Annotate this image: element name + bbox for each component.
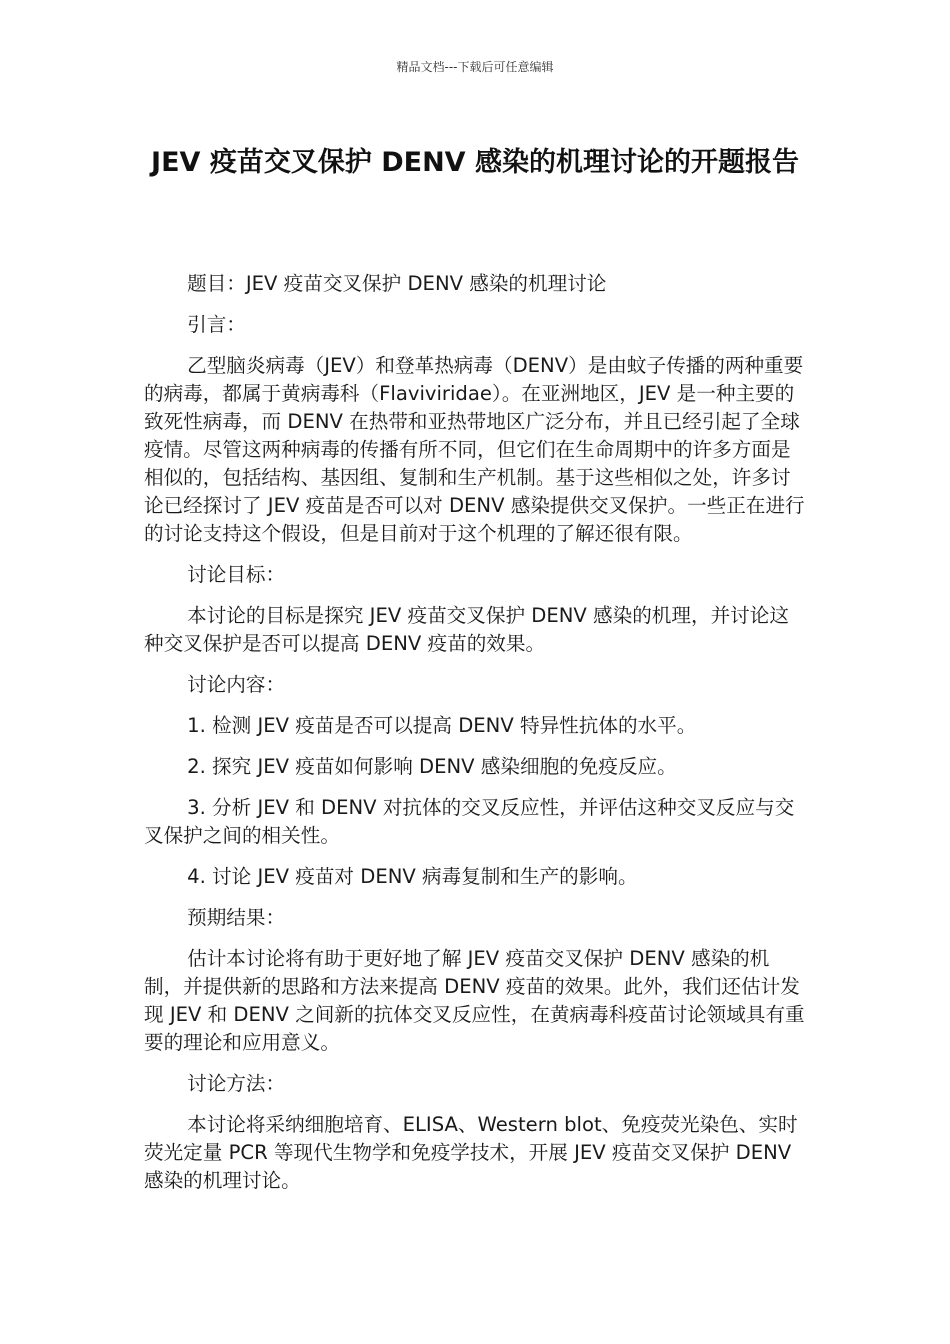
methods-paragraph: 本讨论将采纳细胞培育、ELISA、Western blot、免疫荧光染色、实时荧光定量 PCR 等现代生物学和免疫学技术，开展 JEV 疫苗交叉保护 DENV 感染的机理讨论。 (144, 1113, 798, 1192)
content-item-1: 1. 检测 JEV 疫苗是否可以提高 DENV 特异性抗体的水平。 (187, 714, 697, 737)
topic-line: 题目：JEV 疫苗交叉保护 DENV 感染的机理讨论 (187, 272, 607, 295)
document-body (144, 270, 806, 1208)
section-heading-methods: 讨论方法： (187, 1072, 286, 1095)
introduction-paragraph: 乙型脑炎病毒（JEV）和登革热病毒（DENV）是由蚊子传播的两种重要的病毒，都属于黄病毒科（Flaviviridae）。在亚洲地区，JEV 是一种主要的致死性病毒，而 DENV 在热带和亚热带地区广泛分布，并且已经引起了全球疫情。尽管这两种病毒的传播有所不同，但它们在生命周期中的许多方面是相似的，包括结构、基因组、复制和生产机制。基于这些相似之处，许多讨论已经探讨了 JEV 疫苗是否可以对 DENV 感染提供交叉保护。一些正在进行的讨论支持这个假设，但是目前对于这个机理的了解还很有限。 (144, 354, 805, 545)
content-item-2: 2. 探究 JEV 疫苗如何影响 DENV 感染细胞的免疫反应。 (187, 755, 677, 778)
header-note: 精品文档---下载后可任意编辑 (396, 60, 554, 74)
objective-paragraph: 本讨论的目标是探究 JEV 疫苗交叉保护 DENV 感染的机理，并讨论这种交叉保护是否可以提高 DENV 疫苗的效果。 (144, 604, 789, 655)
section-heading-content: 讨论内容： (187, 673, 286, 696)
section-heading-objective: 讨论目标： (187, 563, 286, 586)
section-heading-expected-results: 预期结果： (187, 906, 286, 929)
document-title: JEV 疫苗交叉保护 DENV 感染的机理讨论的开题报告 (151, 147, 799, 178)
content-item-3: 3. 分析 JEV 和 DENV 对抗体的交叉反应性，并评估这种交叉反应与交叉保护之间的相关性。 (144, 796, 795, 847)
content-item-4: 4. 讨论 JEV 疫苗对 DENV 病毒复制和生产的影响。 (187, 865, 638, 888)
section-heading-introduction: 引言： (187, 313, 246, 336)
expected-results-paragraph: 估计本讨论将有助于更好地了解 JEV 疫苗交叉保护 DENV 感染的机制，并提供新的思路和方法来提高 DENV 疫苗的效果。此外，我们还估计发现 JEV 和 DENV 之间新的抗体交叉反应性，在黄病毒科疫苗讨论领域具有重要的理论和应用意义。 (144, 947, 805, 1054)
